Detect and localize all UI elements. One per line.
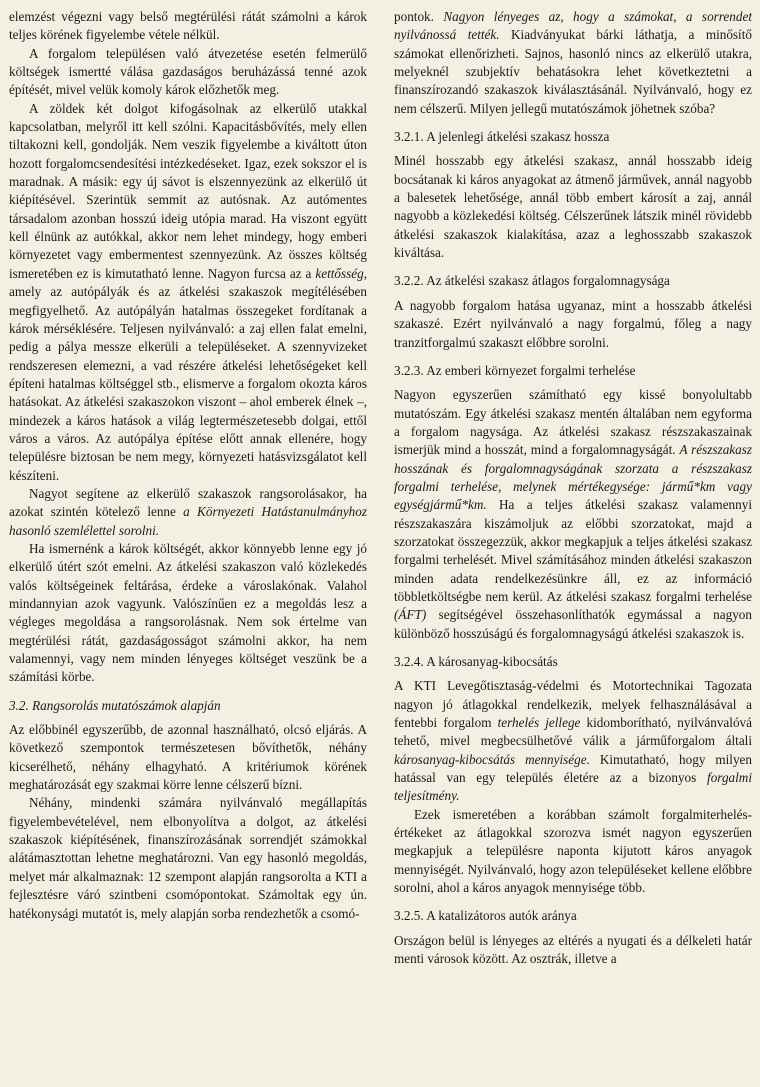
section-heading: 3.2.3. Az emberi környezet forgalmi terhelése	[394, 362, 636, 378]
left-column	[9, 8, 367, 923]
section-heading: 3.2. Rangsorolás mutatószámok alapján	[9, 697, 221, 713]
section-heading: 3.2.2. Az átkelési szakasz átlagos forgalomnagysága	[394, 273, 670, 289]
paragraph: pontok. Nagyon lényeges az, hogy a számokat, a sorrendet nyilvánossá tették. Kiadványukat bárki láthatja, a minősítő számokat ellenőrizheti. Sajnos, hasonló nincs az elkerülő utakra, melyeknél szubjektív behatásokra lehet következtetni a finanszírozandó szakaszok kiválasztásánál. Nyilvánvaló, hogy ez nem célszerű. Milyen jellegű mutatószámok jöhetnek szóba?	[394, 9, 752, 116]
paragraph: A zöldek két dolgot kifogásolnak az elkerülő utakkal kapcsolatban, melyről itt kell szólni. Kapacitásbővítés, mely ellen tiltakozni kell, gondolják. Nem veszik figyelembe a kiváltott úton hozott forgalomcsendesítési intézkedéseket. Igaz, ezek sokszor el is maradnak. A másik: egy új sávot is elszennyezünk az elkerülő út kiépítésével. Szerintük semmit az autósnak. Az autómentes társadalom azonban hosszú ideig utópia marad. Ha viszont együtt kell élnünk az autókkal, akkor nem lehet mindegy, hogy emberi környezetet vagy embermentest szennyezünk. Az összes költség ismeretében ez is kimutatható lenne. Nagyon furcsa az a kettősség, amely az autópályák és az átkelési szakaszok megítélésében megfigyelhető. Az autópályán hatalmas összegeket fordítanak a károk mérséklésére. Teljesen nyilvánvaló: a zaj ellen falat emelni, pedig a pálya messze elkerüli a településeket. A szennyvizeket rendszeresen elemezni, a vad részére átkelési lehetőségeket kell építeni hatalmas költséggel stb., elismerve a forgalom okozta káros hatásokat. Az átkelési szakaszokon viszont – ahol emberek élnek –, mindezek a káros hatások a világ legtermészetesebb dolgai, ettől város a város. Az autópálya építése előtt annak ellenére, hogy településre biztosan be nem megy, környezeti hatásvizsgálatot kell készíteni.	[9, 100, 367, 483]
paragraph: Az előbbinél egyszerűbb, de azonnal használható, olcsó eljárás. A következő szempontok természetesen bővíthetők, néhány kicserélhető, néhány elhagyható. A kritériumok körének meghatározását egy szakmai körre lenne célszerű bízni.	[9, 722, 367, 793]
paragraph: Ezek ismeretében a korábban számolt forgalmiterhelés-értékeket az átlagokkal szorozva ismét nagyon egyszerűen megkapjuk a településre naponta kijutott káros anyagok mennyiségét. Nyilvánvaló, hogy azon településeket kellene előbbre sorolni, ahol a káros anyagok mennyisége több.	[394, 806, 752, 896]
paragraph: elemzést végezni vagy belső megtérülési rátát számolni a károk teljes körének figyelembe vétele nélkül.	[9, 9, 367, 43]
section-heading: 3.2.1. A jelenlegi átkelési szakasz hossza	[394, 129, 610, 145]
paragraph: Nagyot segítene az elkerülő szakaszok rangsorolásakor, ha azokat szintén kötelező lenne a Környezeti Hatástanulmányhoz hasonló szemlélettel sorolni.	[9, 485, 367, 538]
section-heading: 3.2.4. A károsanyag-kibocsátás	[394, 654, 558, 669]
paragraph: A KTI Levegőtisztaság-védelmi és Motortechnikai Tagozata nagyon jó átlagokkal rendelkezik, melyek felhasználásával a fentebbi forgalom terhelés jellege kidomborítható, nyilvánvalóvá tehető, mivel megbecsülhetővé válik a járműforgalom általi károsanyag-kibocsátás mennyisége. Kimutatható, hogy milyen hatással van egy település életére az a bizonyos forgalmi teljesítmény.	[394, 678, 752, 804]
paragraph: A forgalom településen való átvezetése esetén felmerülő költségek ismertté válása gazdaságos beruházássá tenné azok építését, mivel velük komoly károk előzhetők meg.	[9, 45, 367, 98]
section-heading: 3.2.5. A katalizátoros autók aránya	[394, 908, 577, 924]
paragraph: Néhány, mindenki számára nyilvánvaló megállapítás figyelembevételével, nem elbonyolítva a dolgot, az átkelési szakaszok kiépítésének, finanszírozásának sorrendjét számokkal alátámasztottan lehetne meghatározni. Van egy hasonló megoldás, melyet már alkalmaznak: 12 szempont alapján rangsorolta a KTI a fejlesztésre váró szintbeni csomópontokat. Számoltak egy ún. hatékonysági mutatót is, mely alapján sorba rendezhetők a csomó-	[9, 795, 367, 921]
paragraph: Ha ismernénk a károk költségét, akkor könnyebb lenne egy jó elkerülő útért szót emelni. Az átkelési szakaszon való közlekedés valós költségeinek feltárása, érdeke a városlakónak. Valahol mindannyian azok vagyunk. Valószínűen ez a megoldás lesz a végleges megoldása a rangsorolásnak. Nem sok értelme van megtérülési rátát, gazdaságosságot számolni akkor, ha nem valamennyi, vagy nem minden lényeges költséget veszünk be a számítási körbe.	[9, 540, 367, 685]
right-column	[394, 8, 752, 969]
paragraph: Minél hosszabb egy átkelési szakasz, annál hosszabb ideig bocsátanak ki káros anyagokat az átmenő járművek, annál nagyobb a balesetek lehetősége, annál több embert károsít a zaj, annál nagyobb a közlekedési költség. Célszerűnek látszik minél rövidebb átkelési szakaszok kialakítása, azaz a leghosszabb szakaszok kiváltása.	[394, 153, 752, 261]
paragraph: Országon belül is lényeges az eltérés a nyugati és a délkeleti határ menti városok között. Az osztrák, illetve a	[394, 932, 752, 967]
paragraph: A nagyobb forgalom hatása ugyanaz, mint a hosszabb átkelési szakaszé. Ezért nyilvánvaló a nagy forgalmú, főleg a nagy tranzitforgalmú szakaszt előbbre sorolni.	[394, 297, 752, 350]
paragraph: Nagyon egyszerűen számítható egy kissé bonyolultabb mutatószám. Egy átkelési szakasz mentén általában nem egyforma a forgalom nagysága. Az átkelési szakasz részszakaszainak ismerjük mind a hosszát, mind a forgalomnagyságát. A részszakasz hosszának és forgalomnagyságának szorzata a részszakasz forgalmi terhelése, melynek mértékegysége: jármű*km vagy egységjármű*km. Ha a teljes átkelési szakasz valamennyi részszakaszára kiszámoljuk az előbbi szorzatokat, majd a szorzatokat összegezzük, akkor megkapjuk a teljes átkelési szakasz forgalmi terhelését. Mivel számításához minden átkelési szakaszon minden adata rendelkezésünkre áll, ez az információ többletköltségbe nem kerül. Az átkelési szakasz forgalmi terhelése (ÁFT) segítségével összehasonlíthatók egymással a nagyon különböző hosszúságú és forgalomnagyságú átkelési szakaszok is.	[394, 387, 752, 641]
